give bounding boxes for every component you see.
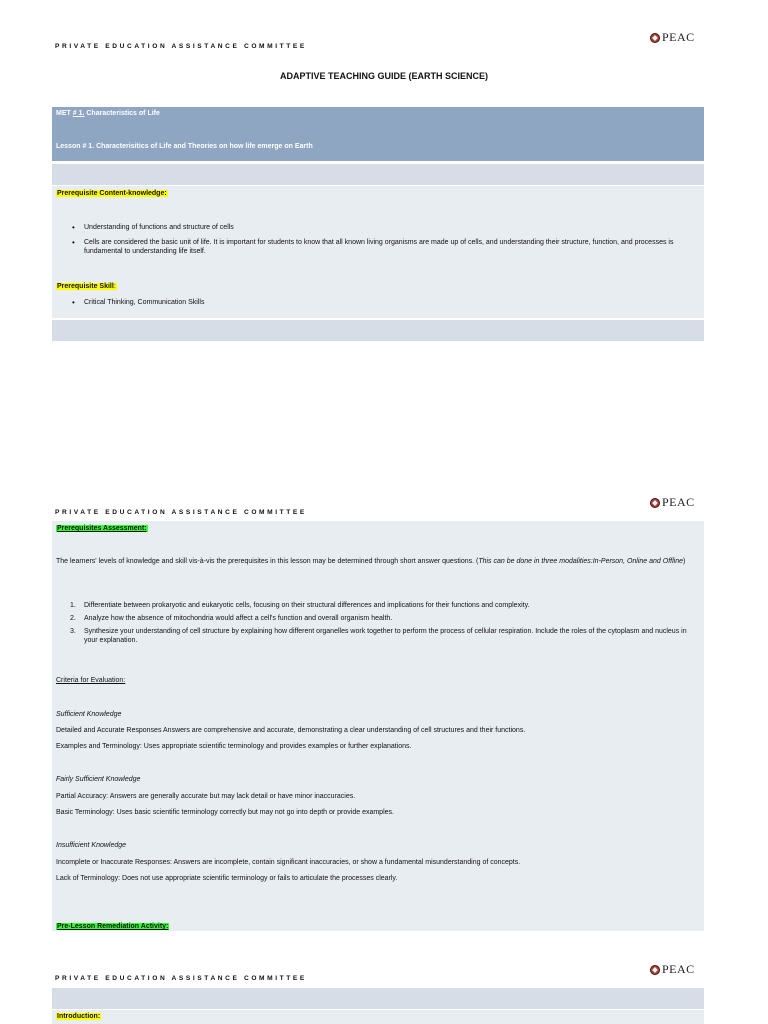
sufficient-line: Detailed and Accurate Responses Answers are comprehensive and accurate, demonstrating a clear understanding of cell structures and their functions. [56, 727, 526, 734]
question-list [56, 601, 696, 649]
list-item: 1. Differentiate between prokaryotic and eukaryotic cells, focusing on their structural differences and implications for their functions and complexity. [70, 602, 530, 609]
remediation-label: Pre-Lesson Remediation Activity: [57, 923, 169, 930]
met-header-band [52, 107, 704, 161]
introduction-label: Introduction: [57, 1013, 101, 1020]
peac-logo-icon [650, 33, 660, 43]
spacer-band [52, 988, 704, 1009]
list-item: • Understanding of functions and structure of cells [56, 223, 696, 232]
prereq-skill-label: Prerequisite Skill: [57, 283, 116, 290]
list-item: • Cells are considered the basic unit of life. It is important for students to know that all known living organisms are made up of cells, and understanding their structure, function, and processes is fundamental to understanding life itself. [56, 238, 696, 256]
page-3 [0, 955, 768, 1024]
insufficient-line: Lack of Terminology: Does not use appropriate scientific terminology or fails to articulate the processes clearly. [56, 875, 398, 882]
logo-text: PEAC [662, 495, 695, 509]
prereq-skill-list [56, 298, 696, 313]
criteria-label: Criteria for Evaluation: [56, 677, 126, 684]
prereq-content-label: Prerequisite Content-knowledge: [57, 190, 167, 197]
list-item: 3. Synthesize your understanding of cell structure by explaining how different organelles work together to perform the process of cellular respiration. Include the roles of the cytoplasm and nucleus in your explanation. [70, 628, 687, 644]
insufficient-line: Incomplete or Inaccurate Responses: Answers are incomplete, contain significant inaccuracies, or show a fundamental misunderstanding of concepts. [56, 859, 521, 866]
list-item: • Critical Thinking, Communication Skills [56, 298, 696, 307]
peac-logo [650, 30, 695, 45]
prereq-content-list [56, 223, 696, 262]
lesson-title: Lesson # 1. Characterisitics of Life and Theories on how life emerge on Earth [56, 143, 313, 150]
sufficient-heading: Sufficient Knowledge [56, 711, 122, 718]
prerequisites-panel [52, 186, 704, 318]
insufficient-heading: Insufficient Knowledge [56, 842, 127, 849]
document-title: ADAPTIVE TEACHING GUIDE (EARTH SCIENCE) [279, 71, 488, 81]
peac-logo-icon [650, 965, 660, 975]
fair-line: Partial Accuracy: Answers are generally accurate but may lack detail or have minor inaccuracies. [56, 793, 356, 800]
fair-heading: Fairly Sufficient Knowledge [56, 776, 141, 783]
met-number: # 1. [72, 110, 85, 117]
org-name: PRIVATE EDUCATION ASSISTANCE COMMITTEE [55, 509, 307, 516]
page-1 [0, 0, 768, 360]
sufficient-line: Examples and Terminology: Uses appropriate scientific terminology and provides examples or further explanations. [56, 743, 412, 750]
peac-logo [650, 962, 695, 977]
introduction-panel [52, 1010, 704, 1024]
logo-text: PEAC [662, 30, 695, 44]
logo-text: PEAC [662, 962, 695, 976]
org-name: PRIVATE EDUCATION ASSISTANCE COMMITTEE [55, 975, 307, 982]
list-item: 2. Analyze how the absence of mitochondria would affect a cell's function and overall organism health. [70, 615, 393, 622]
assessment-panel [52, 521, 704, 931]
spacer-band [52, 164, 704, 185]
org-name: PRIVATE EDUCATION ASSISTANCE COMMITTEE [55, 43, 307, 50]
footer-band [52, 320, 704, 341]
peac-logo-icon [650, 498, 660, 508]
peac-logo [650, 495, 695, 510]
assessment-intro: The learners' levels of knowledge and skill vis-à-vis the prerequisites in this lesson may be determined through short answer questions. (This can be done in three modalities:In-Person, Online and Offline) [56, 558, 686, 565]
assessment-label: Prerequisites Assessment: [57, 525, 147, 532]
met-title: MET # 1. Characteristics of Life [56, 110, 160, 117]
page-2 [0, 490, 768, 935]
fair-line: Basic Terminology: Uses basic scientific terminology correctly but may not go into depth or provide examples. [56, 809, 394, 816]
